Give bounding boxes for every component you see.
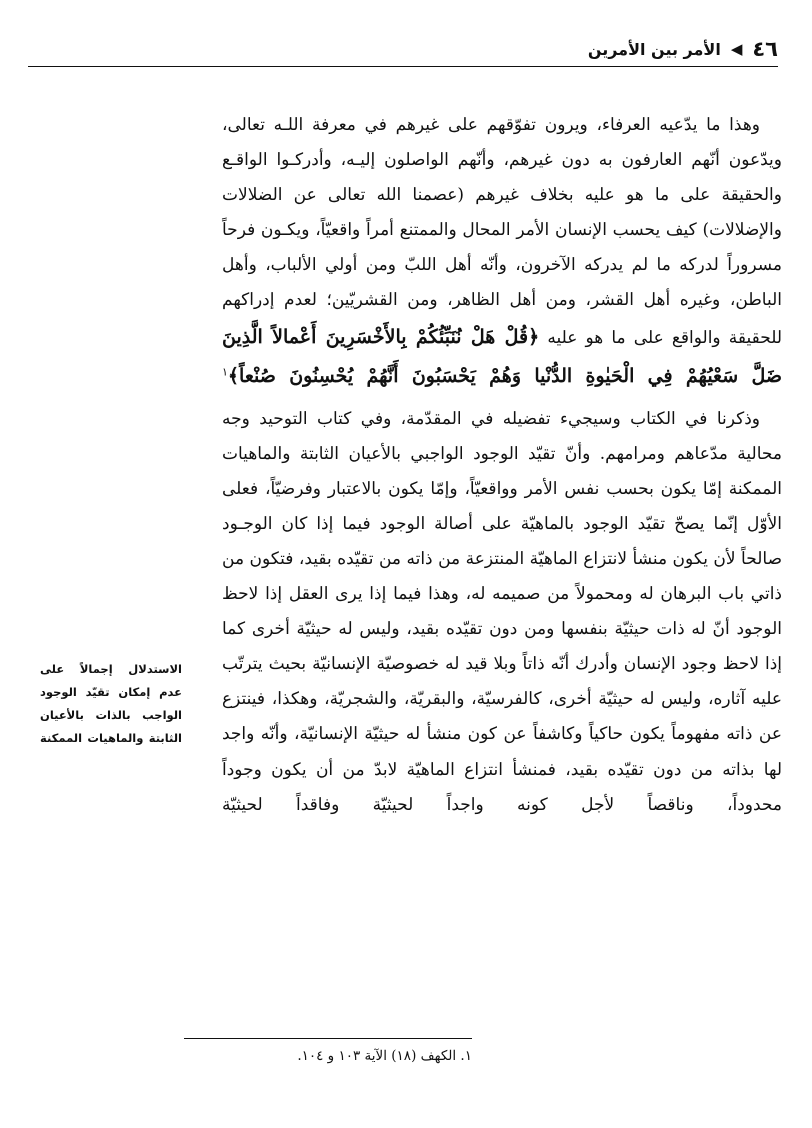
paragraph-2: وذكرنا في الكتاب وسيجيء تفضيله في المقدّمة، وفي كتاب التوحيد وجه محالية مدّعاهم ومرامهم. وأنّ تقيّد الوجود الواجبي بالأعيان الثابتة والماهيات الممكنة إمّا يكون بحسب نفس الأمر وواقعيّاً، وإمّا يكون بالاعتبار وفرضيّاً، فعلى الأوّل إنّما يصحّ تقيّد الوجود بالماهيّة على أصالة الوجود فيما إذا كان الوجـود صالحاً لأن يكون منشأ لانتزاع الماهيّة المنتزعة من ذاته من تقيّده بقيد، فتكون من ذاتي باب البرهان له ومحمولاً من صميمه له، وهذا فيما إذا يرى العقل إذا لاحظ الوجود أنّ له ذات حيثيّة بنفسها ومن دون تقيّده بقيد، وليس له حيثيّة أخرى كما إذا لاحظ وجود الإنسان وأدرك أنّه ذاتاً وبلا قيد له خصوصيّة الإنسانيّة بحيث يترتّب عليه آثاره، وليس له حيثيّة أخرى، كالفرسيّة، والبقريّة، والشجريّة، وهكذا، فينتزع عن ذاته مفهوماً يكون حاكياً وكاشفاً عن كون منشأ له حيثيّة الإنسانيّة، وأنّه واجد لها بذاته من دون تقيّده بقيد، فمنشأ انتزاع الماهيّة لابدّ من أن يكون وجوداً محدوداً، وناقصاً لأجل كونه واجداً لحيثيّة وفاقداً لحيثيّة (222, 409, 782, 815)
arrow-icon: ◀ (730, 39, 743, 58)
running-header (195, 34, 778, 64)
paragraph-1-text: وهذا ما يدّعيه العرفاء، ويرون تفوّقهم على غيرهم في معرفة اللـه تعالى، ويدّعون أنّهم العارفون به دون غيرهم، وأنّهم الواصلون إليـه، وأدركـوا الواقـع والحقيقة على ما هو عليه بخلاف غيرهم (عصمنا الله تعالى عن الضلالات والإضلالات) كيف يحسب الإنسان الأمر المحال والممتنع أمراً واقعيّاً، ويكـون فرحاً مسروراً لدركه ما لم يدركه الآخرون، وأنّه أهل اللبّ ومن أولي الألباب، وأهل الباطن، وغيره أهل القشر، ومن أهل الظاهر، ومن القشريّين؛ لعدم إدراكهم للحقيقة والواقع على ما هو عليه (222, 115, 782, 349)
main-text (222, 108, 782, 823)
running-title: الأمر بين الأمرين (587, 39, 721, 59)
footnote: ١. الكهف (١٨) الآية ١٠٣ و ١٠٤. (297, 1048, 472, 1064)
paragraph-1 (222, 108, 782, 396)
quran-verse: ﴿قُلْ هَلْ نُنَبِّئُكُمْ بِالأَخْسَرِينَ أَعْمالاً الَّذِينَ ضَلَّ سَعْيُهُمْ فِي الْحَيٰوةِ الدُّنْيا وَهُمْ يَحْسَبُونَ أَنَّهُمْ يُحْسِنُونَ صُنْعاً﴾ (222, 326, 782, 388)
footnote-marker: ١ (222, 365, 228, 379)
side-note: الاستدلال إجمالاً على عدم إمكان تقيّد الوجود الواجب بالذات بالأعيان الثابتة والماهيات الممكنة (40, 662, 182, 745)
page-number: ٤٦ (752, 37, 778, 61)
footnote-divider (184, 1038, 472, 1039)
header-divider (28, 66, 778, 67)
